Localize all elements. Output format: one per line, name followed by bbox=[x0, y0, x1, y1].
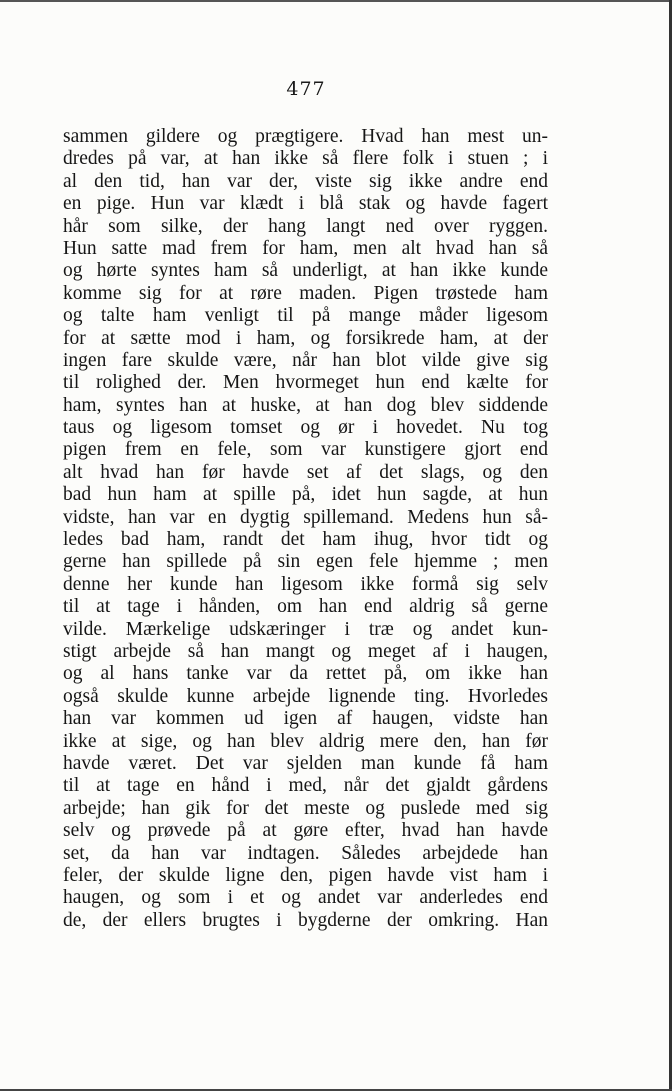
text-line: set, da han var indtagen. Således arbejdede han bbox=[63, 842, 548, 864]
page-top-edge bbox=[0, 0, 672, 2]
page-number: 477 bbox=[286, 78, 326, 100]
text-line: hår som silke, der hang langt ned over ryggen. bbox=[63, 215, 548, 237]
text-line: sammen gildere og prægtigere. Hvad han mest un- bbox=[63, 126, 548, 147]
text-line: til rolighed der. Men hvormeget hun end kælte for bbox=[63, 372, 548, 394]
text-line: vidste, han var en dygtig spillemand. Medens hun så- bbox=[63, 506, 548, 528]
text-line: stigt arbejde så han mangt og meget af i haugen, bbox=[63, 640, 548, 662]
text-line: og hørte syntes ham så underligt, at han ikke kunde bbox=[63, 260, 548, 282]
text-line: komme sig for at røre maden. Pigen trøstede ham bbox=[63, 282, 548, 304]
text-line: og al hans tanke var da rettet på, om ikke han bbox=[63, 663, 548, 685]
text-line: alt hvad han før havde set af det slags, og den bbox=[63, 461, 548, 483]
text-line: de, der ellers brugtes i bygderne der omkring. Han bbox=[63, 909, 548, 931]
text-line: for at sætte mod i ham, og forsikrede ham, at der bbox=[63, 327, 548, 349]
text-line: og talte ham venligt til på mange måder ligesom bbox=[63, 305, 548, 327]
text-line: ledes bad ham, randt det ham ihug, hvor tidt og bbox=[63, 529, 548, 551]
text-line: haugen, og som i et og andet var anderledes end bbox=[63, 887, 548, 909]
text-line: han var kommen ud igen af haugen, vidste han bbox=[63, 708, 548, 730]
text-line: vilde. Mærkelige udskæringer i træ og andet kun- bbox=[63, 618, 548, 640]
text-line: en pige. Hun var klædt i blå stak og havde fagert bbox=[63, 193, 548, 215]
text-line: feler, der skulde ligne den, pigen havde vist ham i bbox=[63, 864, 548, 886]
text-line: Hun satte mad frem for ham, men alt hvad han så bbox=[63, 237, 548, 259]
text-line: havde været. Det var sjelden man kunde få ham bbox=[63, 752, 548, 774]
text-line: arbejde; han gik for det meste og puslede med sig bbox=[63, 797, 548, 819]
text-line: taus og ligesom tomset og ør i hovedet. Nu tog bbox=[63, 417, 548, 439]
text-line: al den tid, han var der, viste sig ikke andre end bbox=[63, 170, 548, 192]
text-line: selv og prøvede på at gøre efter, hvad han havde bbox=[63, 820, 548, 842]
text-line: ingen fare skulde være, når han blot vilde give sig bbox=[63, 349, 548, 371]
text-line: ham, syntes han at huske, at han dog blev siddende bbox=[63, 394, 548, 416]
text-line: denne her kunde han ligesom ikke formå sig selv bbox=[63, 573, 548, 595]
text-line: bad hun ham at spille på, idet hun sagde, at hun bbox=[63, 484, 548, 506]
text-line: også skulde kunne arbejde lignende ting. Hvorledes bbox=[63, 685, 548, 707]
text-line: pigen frem en fele, som var kunstigere gjort end bbox=[63, 439, 548, 461]
text-line: dredes på var, at han ikke så flere folk i stuen ; i bbox=[63, 148, 548, 170]
text-line: ikke at sige, og han blev aldrig mere den, han før bbox=[63, 730, 548, 752]
text-line: gerne han spillede på sin egen fele hjemme ; men bbox=[63, 551, 548, 573]
body-text bbox=[63, 126, 548, 932]
text-line: til at tage i hånden, om han end aldrig så gerne bbox=[63, 596, 548, 618]
text-line: til at tage en hånd i med, når det gjaldt gårdens bbox=[63, 775, 548, 797]
